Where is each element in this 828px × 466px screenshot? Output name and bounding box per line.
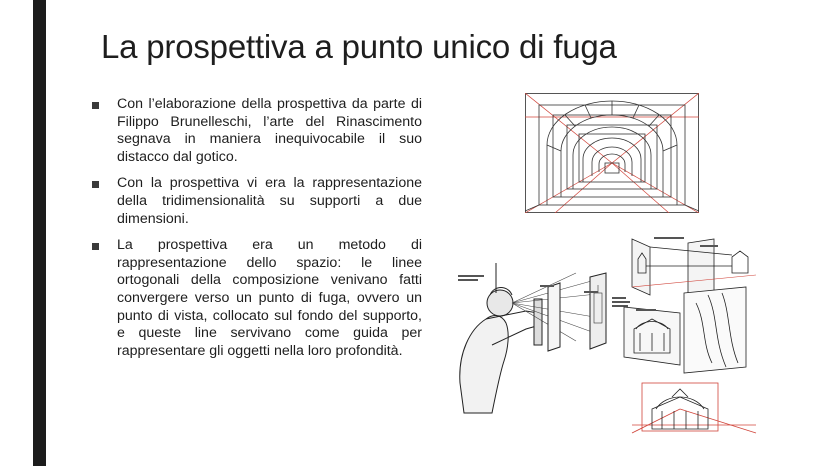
bullet-square-icon [92,102,99,109]
bullet-list [90,96,422,369]
bullet-text: Con la prospettiva vi era la rappresentazione della tridimensionalità su supporti a due dimensioni. [117,175,422,227]
bullet-square-icon [92,181,99,188]
bullet-item [90,175,422,228]
bullet-item [90,237,422,360]
bullet-item [90,96,422,166]
left-accent-bar [33,0,46,466]
bullet-text: La prospettiva era un metodo di rappresentazione dello spazio: le linee ortogonali della composizione venivano fatti convergere verso un punto di fuga, ovvero un punto di vista, collocato sul fondo del supporto, e queste line servivano come guida per rappresentare gli oggetti nella loro profondità. [117,237,422,359]
brunelleschi-experiment-illustration [456,233,760,436]
perspective-arch-illustration [525,93,699,213]
bullet-square-icon [92,243,99,250]
slide-title: La prospettiva a punto unico di fuga [101,28,617,65]
bullet-text: Con l’elaborazione della prospettiva da parte di Filippo Brunelleschi, l’arte del Rinascimento segnava in maniera inequivocabile il suo distacco dal gotico. [117,96,422,165]
